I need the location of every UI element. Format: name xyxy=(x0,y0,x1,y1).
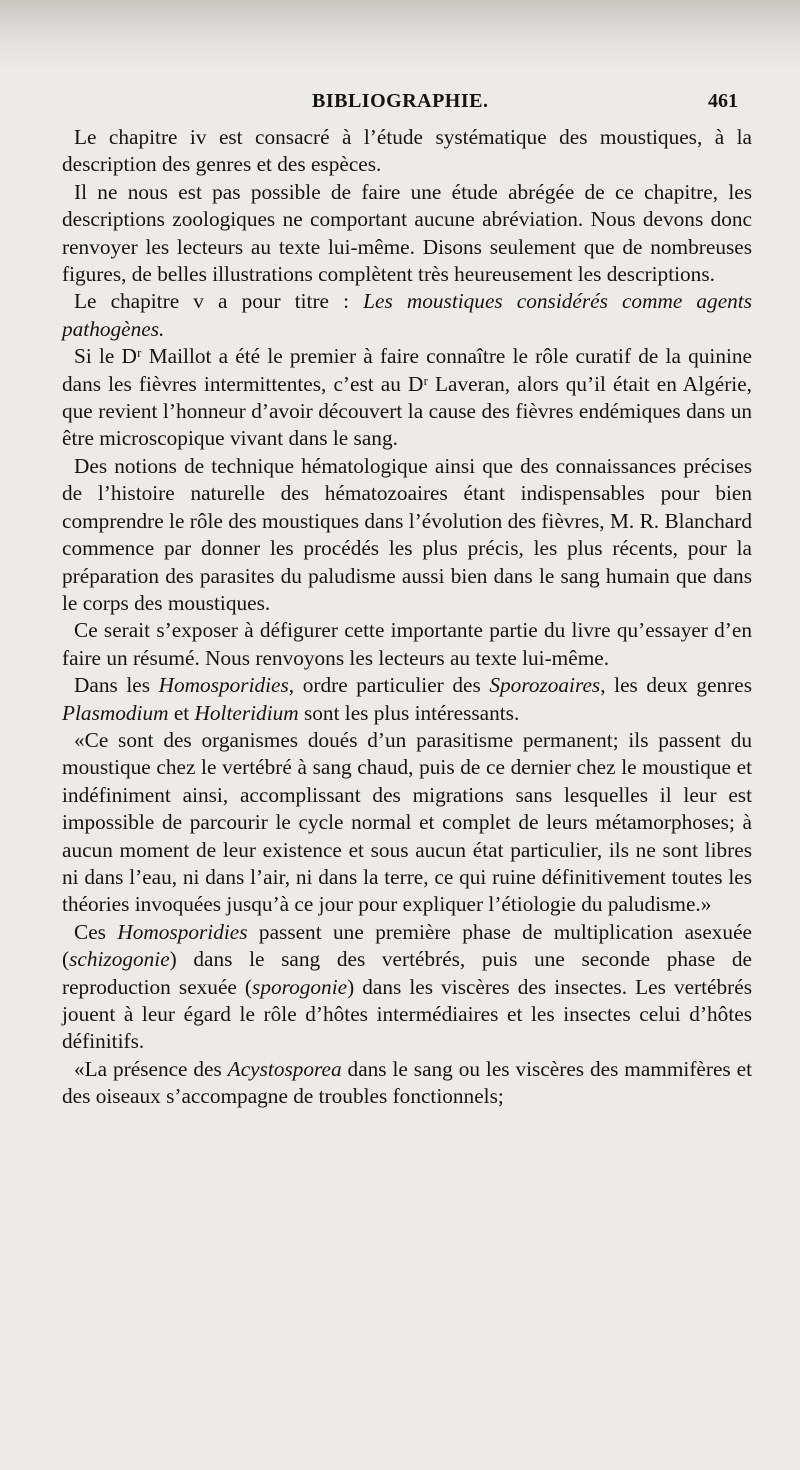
paragraph-text: dans le sang ou les viscères des mammifères et des oiseaux s’accompagne de troubles fonctionnels; xyxy=(62,1056,752,1109)
paragraph-text: , ordre particulier des xyxy=(288,673,490,698)
paragraph-text: , les deux genres xyxy=(600,673,752,698)
term-sporozoaires: Sporozoaires xyxy=(489,673,601,698)
paragraph-no-resume xyxy=(62,617,752,672)
term-homosporidies: Homosporidies xyxy=(117,919,248,944)
body-text xyxy=(62,124,752,1111)
paragraph-text: ) dans le sang des vertébrés, puis une seconde phase de reproduction sexuée ( xyxy=(62,947,752,999)
paragraph-text: Le chapitre iv est consacré à l’étude systématique des moustiques, à la description des genres et des espèces. xyxy=(62,125,752,177)
page-header xyxy=(0,88,800,118)
paragraph-chapter-v xyxy=(62,288,752,343)
paragraph-text: Des notions de technique hématologique ainsi que des connaissances précises de l’histoire naturelle des hématozoaires étant indispensables pour bien comprendre le rôle des moustiques dans l’évolution des fièvres, M. R. Blanchard commence par donner les procédés les plus précis, les plus récents, pour la préparation des parasites du paludisme aussi bien dans le sang humain que dans le corps des moustiques. xyxy=(62,453,752,615)
term-sporogonie: sporogonie xyxy=(252,974,348,999)
paragraph-no-summary xyxy=(62,179,752,289)
term-holteridium: Holteridium xyxy=(194,700,299,725)
term-schizogonie: schizogonie xyxy=(69,947,170,972)
paragraph-chapter-iv xyxy=(62,124,752,179)
running-title: BIBLIOGRAPHIE. xyxy=(312,90,489,112)
paragraph-text: passent une première phase de multiplication asexuée ( xyxy=(62,919,752,972)
paragraph-text: sont les plus intéressants. xyxy=(298,700,520,725)
paragraph-quotation-parasitism xyxy=(62,727,752,919)
paragraph-text: Il ne nous est pas possible de faire une étude abrégée de ce chapitre, les descriptions zoologiques ne comportant aucune abréviation. Nous devons donc renvoyer les lecteurs au texte lui-même. Disons seulement que de nombreuses figures, de belles illustrations complètent très heureusement les descriptions. xyxy=(62,179,752,287)
paragraph-hematology xyxy=(62,453,752,617)
paragraph-maillot-laveran xyxy=(62,343,752,453)
paragraph-life-cycle xyxy=(62,919,752,1056)
paragraph-text: «La présence des xyxy=(74,1056,228,1081)
paragraph-text: ) dans les viscères des insectes. Les vertébrés jouent à leur égard le rôle d’hôtes intermédiaires et les insectes celui d’hôtes définitifs. xyxy=(62,974,752,1054)
paragraph-text: «Ce sont des organismes doués d’un parasitisme permanent; ils passent du moustique chez le vertébré à sang chaud, puis de ce dernier chez le moustique et indéfiniment ainsi, accomplissant des migrations sans lesquelles il leur est impossible de parcourir le cycle normal et complet de leurs métamorphoses; à aucun moment de leur existence et sous aucun état particulier, ils ne sont libres ni dans l’eau, ni dans l’air, ni dans la terre, ce qui ruine définitivement toutes les théories invoquées jusqu’à ce jour pour expliquer l’étiologie du paludisme.» xyxy=(62,727,752,917)
paragraph-homosporidies xyxy=(62,672,752,727)
paragraph-text: et xyxy=(168,700,195,725)
page-number: 461 xyxy=(708,90,738,112)
paragraph-text: Dans les xyxy=(74,673,159,698)
paragraph-text: Ce serait s’exposer à défigurer cette importante partie du livre qu’essayer d’en faire un résumé. Nous renvoyons les lecteurs au texte lui-même. xyxy=(62,618,752,670)
paragraph-text: Le chapitre v a pour titre : xyxy=(74,289,364,314)
paragraph-quotation-acystosporea xyxy=(62,1056,752,1111)
paragraph-text: Si le Dʳ Maillot a été le premier à faire connaître le rôle curatif de la quinine dans les fièvres intermittentes, c’est au Dʳ Laveran, alors qu’il était en Algérie, que revient l’honneur d’avoir découvert la cause des fièvres endémiques dans un être microscopique vivant dans le sang. xyxy=(62,344,752,451)
term-acystosporea: Acystosporea xyxy=(227,1056,342,1081)
term-homosporidies: Homosporidies xyxy=(158,673,289,698)
chapter-title-italic: Les moustiques considérés comme agents pathogènes. xyxy=(62,289,753,341)
term-plasmodium: Plasmodium xyxy=(62,700,169,725)
paragraph-text: Ces xyxy=(74,919,118,944)
